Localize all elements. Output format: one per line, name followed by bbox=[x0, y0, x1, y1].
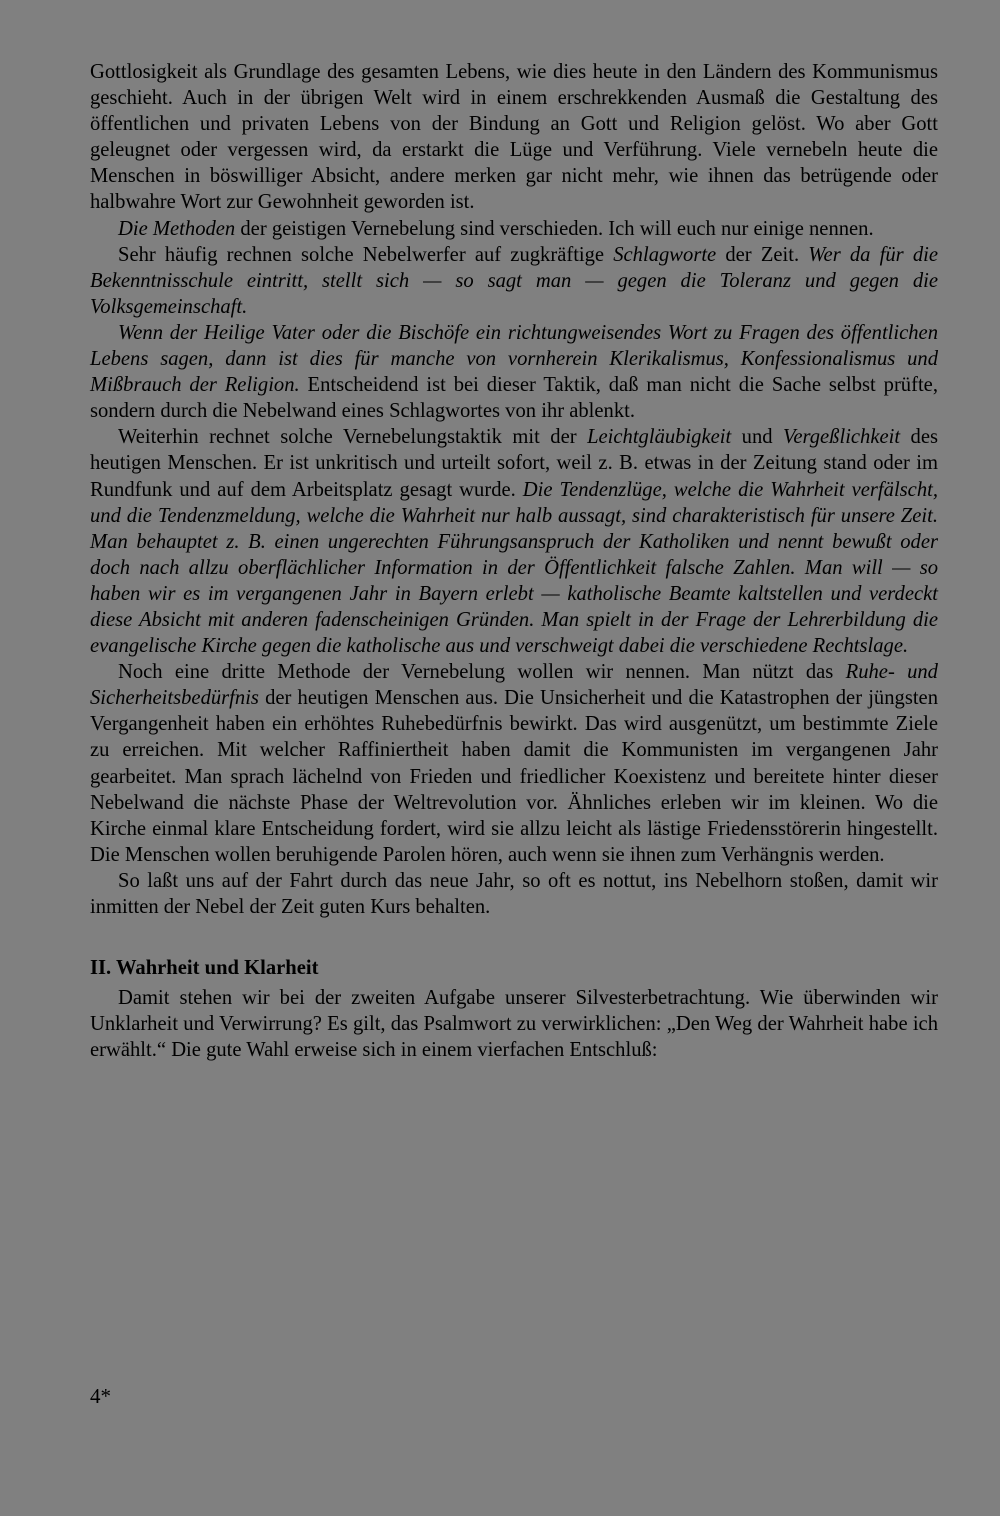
page-number: 4* bbox=[90, 1384, 111, 1408]
page-body bbox=[90, 59, 938, 1063]
text-run: des heutigen Menschen. Er ist unkritisch und urteilt sofort, weil z. B. etwas in der Zeitung stand oder im Rundfunk und auf dem Arbeitsplatz gesagt wurde. bbox=[90, 426, 938, 501]
italic-text: Schlagworte bbox=[613, 243, 717, 266]
italic-text: Vergeßlichkeit bbox=[783, 426, 901, 449]
text-run: Damit stehen wir bei der zweiten Aufgabe unserer Silvesterbetrachtung. Wie überwinden wir Unklarheit und Verwirrung? Es gilt, das Psalmwort zu verwirklichen: „Den Weg der Wahrheit habe ich erwählt.“ Die gute Wahl erweise sich in einem vierfachen Entschluß: bbox=[90, 987, 938, 1062]
paragraph bbox=[90, 320, 938, 424]
paragraph bbox=[90, 242, 938, 320]
text-run: Entscheidend ist bei dieser Taktik, daß man nicht die Sache selbst prüfte, sondern durch die Nebelwand eines Schlagwortes von ihr ablenkt. bbox=[90, 374, 938, 423]
section-paragraphs bbox=[90, 985, 938, 1063]
paragraph bbox=[90, 59, 938, 216]
paragraph bbox=[90, 868, 938, 920]
text-run: So laßt uns auf der Fahrt durch das neue Jahr, so oft es nottut, ins Nebelhorn stoßen, damit wir inmitten der Nebel der Zeit guten Kurs behalten. bbox=[90, 869, 938, 918]
body-paragraphs bbox=[90, 59, 938, 920]
italic-text: Ruhe- und Sicherheitsbedürfnis bbox=[90, 661, 938, 710]
text-run: Noch eine dritte Methode der Vernebelung wollen wir nennen. Man nützt das bbox=[118, 661, 846, 684]
paragraph bbox=[90, 216, 938, 242]
text-run: der Zeit. bbox=[716, 243, 809, 266]
text-run: der heutigen Menschen aus. Die Unsicherheit und die Katastrophen der jüngsten Vergangenheit haben ein erhöhtes Ruhebedürfnis bewirkt. Das wird ausgenützt, um bestimmte Ziele zu erreichen. Mit welcher Raffiniertheit haben damit die Kommunisten im vergangenen Jahr gearbeitet. Man sprach lächelnd von Frieden und friedlicher Koexistenz und bereitete hinter dieser Nebelwand die nächste Phase der Weltrevolution vor. Ähnliches erleben wir im kleinen. Wo die Kirche einmal klare Entscheidung fordert, wird sie allzu leicht als lästige Friedensstörerin hingestellt. Die Menschen wollen beruhigende Parolen hören, auch wenn sie ihnen zum Verhängnis werden. bbox=[90, 687, 938, 866]
text-run: und bbox=[731, 426, 784, 449]
paragraph bbox=[90, 659, 938, 868]
paragraph bbox=[90, 424, 938, 659]
paragraph bbox=[90, 985, 938, 1063]
italic-text: Die Methoden bbox=[118, 217, 236, 240]
text-run: Sehr häufig rechnen solche Nebelwerfer auf zugkräftige bbox=[118, 243, 614, 266]
section-heading: II. Wahrheit und Klarheit bbox=[90, 957, 319, 980]
text-run: Weiterhin rechnet solche Vernebelungstaktik mit der bbox=[118, 426, 588, 449]
italic-text: Wer da für die Bekenntnisschule eintritt, stellt sich — so sagt man — gegen die Toleranz und gegen die Volksgemeinschaft. bbox=[90, 243, 938, 318]
italic-text: Die Tendenzlüge, welche die Wahrheit verfälscht, und die Tendenzmeldung, welche die Wahrheit nur halb aussagt, sind charakteristisch für unsere Zeit. Man behauptet z. B. einen ungerechten Führungsanspruch der Katholiken und nennt bewußt oder doch nach allzu oberflächlicher Information in der Öffentlichkeit falsche Zahlen. Man will — so haben wir es im vergangenen Jahr in Bayern erlebt — katholische Beamte kaltstellen und verdeckt diese Absicht mit anderen fadenscheinigen Gründen. Man spielt in der Frage der Lehrerbildung die evangelische Kirche gegen die katholische aus und verschweigt dabei die verschiedene Rechtslage. bbox=[90, 478, 938, 658]
text-run: der geistigen Vernebelung sind verschieden. Ich will euch nur einige nennen. bbox=[235, 217, 874, 240]
italic-text: Leichtgläubigkeit bbox=[587, 426, 732, 449]
text-run: Gottlosigkeit als Grundlage des gesamten Lebens, wie dies heute in den Ländern des Kommunismus geschieht. Auch in der übrigen Welt wird in einem erschrekkenden Ausmaß die Gestaltung des öffentlichen und privaten Lebens von der Bindung an Gott und Religion gelöst. Wo aber Gott geleugnet oder vergessen wird, da erstarkt die Lüge und Verführung. Viele vernebeln heute die Menschen in böswilliger Absicht, andere merken gar nicht mehr, wie ihnen das betrügende oder halbwahre Wort zur Gewohnheit geworden ist. bbox=[90, 61, 938, 214]
italic-text: Wenn der Heilige Vater oder die Bischöfe ein richtungweisendes Wort zu Fragen des öffentlichen Lebens sagen, dann ist dies für manche von vornherein Klerikalismus, Konfessionalismus und Mißbrauch der Religion. bbox=[90, 321, 938, 397]
